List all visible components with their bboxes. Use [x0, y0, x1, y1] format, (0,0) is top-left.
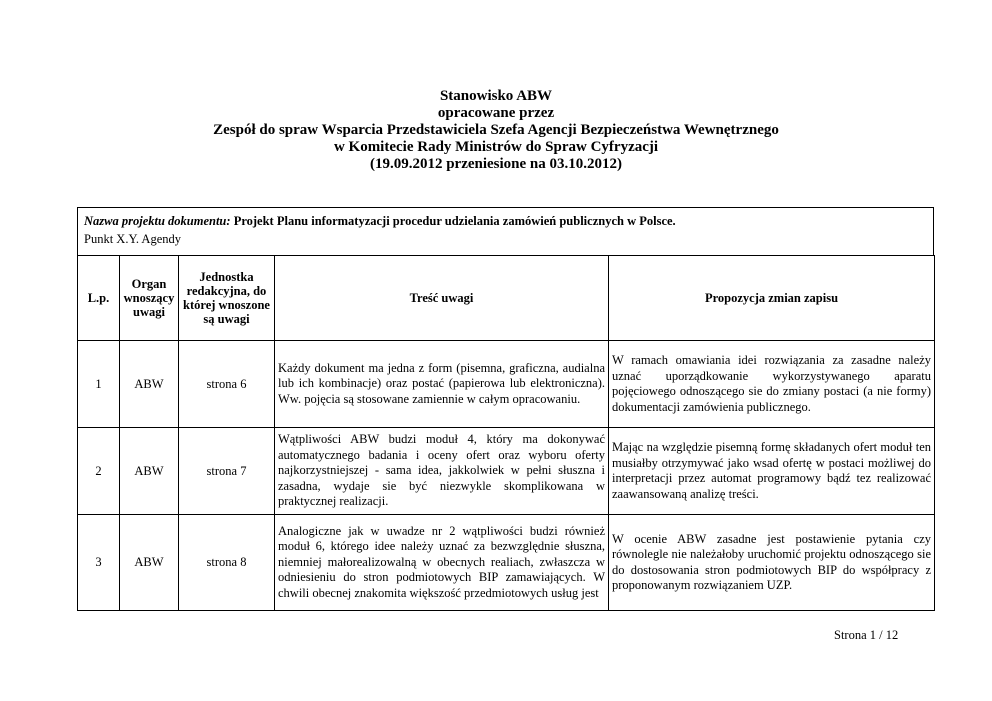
- header-content: Treść uwagi: [275, 256, 609, 341]
- title-line-1: Stanowisko ABW: [439, 88, 553, 104]
- table-header-row: [78, 256, 935, 341]
- row-organ: ABW: [120, 515, 179, 611]
- row-organ: ABW: [120, 341, 179, 428]
- row-content: Każdy dokument ma jedna z form (pisemna, graficzna, audialna lub ich kombinacje) oraz postać (papierowa lub elektroniczna). Ww. pojęcia są stosowane zamiennie w całym opracowaniu.: [275, 341, 609, 428]
- header-unit: Jednostka redakcyjna, do której wnoszone są uwagi: [179, 256, 275, 341]
- row-content-cell: [275, 515, 609, 611]
- title-line-5: (19.09.2012 przeniesione na 03.10.2012): [369, 156, 623, 172]
- title-line-4: w Komitecie Rady Ministrów do Spraw Cyfryzacji: [333, 139, 659, 155]
- row-lp: 3: [78, 515, 120, 611]
- row-organ: ABW: [120, 428, 179, 515]
- row-proposal: W ocenie ABW zasadne jest postawienie pytania czy równolegle nie należałoby uruchomić projektu odnoszącego sie do dostosowania stron podmiotowych BIP do współpracy z proponowanym rozwiązaniem UZP.: [609, 515, 935, 611]
- page-number: Strona 1 / 12: [834, 628, 899, 642]
- header-proposal: Propozycja zmian zapisu: [609, 256, 935, 341]
- header-lp: L.p.: [78, 256, 120, 341]
- row-lp: 1: [78, 341, 120, 428]
- document-name-label: Nazwa projektu dokumentu:: [84, 214, 231, 228]
- header-organ: Organ wnoszący uwagi: [120, 256, 179, 341]
- row-unit: strona 8: [179, 515, 275, 611]
- table-row: [78, 428, 935, 515]
- title-line-2: opracowane przez: [437, 105, 555, 121]
- row-lp: 2: [78, 428, 120, 515]
- row-unit: strona 7: [179, 428, 275, 515]
- document-info-box: [77, 207, 934, 256]
- table-row: [78, 515, 935, 611]
- title-line-3: Zespół do spraw Wsparcia Przedstawiciela Szefa Agencji Bezpieczeństwa Wewnętrznego: [213, 122, 779, 138]
- document-title: [0, 88, 992, 173]
- row-content: Wątpliwości ABW budzi moduł 4, który ma dokonywać automatycznego badania i oceny ofert oraz wyboru oferty najkorzystniejszej - sama idea, jakkolwiek w pełni słuszna i zasadna, wydaje sie być niezwykle skomplikowana w praktycznej realizacji.: [275, 428, 609, 515]
- table-row: [78, 341, 935, 428]
- row-proposal: Mając na względzie pisemną formę składanych ofert moduł ten musiałby otrzymywać jako wsad ofertę w postaci możliwej do interpretacji przez automat programowy bądź tez realizować zaawansowaną analizę treści.: [609, 428, 935, 515]
- document-name-value: Projekt Planu informatyzacji procedur udzielania zamówień publicznych w Polsce.: [233, 214, 676, 228]
- document-name-line: [84, 212, 927, 230]
- row-content: Analogiczne jak w uwadze nr 2 wątpliwości budzi również moduł 6, którego idee należy uznać za bezwzględnie słuszna, niemniej małorealizowalną w obecnych realiach, zwłaszcza w odniesieniu do stron podmiotowych BIP zamawiających. W chwili obecnej znakomita większość przedmiotowych usług jest: [278, 523, 605, 600]
- agenda-item: Punkt X.Y. Agendy: [84, 232, 182, 246]
- row-proposal: W ramach omawiania idei rozwiązania za zasadne należy uznać uporządkowanie wykorzystywanego aparatu pojęciowego odnoszącego sie do zmiany postaci (a nie formy) dokumentacji zamówienia publicznego.: [609, 341, 935, 428]
- row-unit: strona 6: [179, 341, 275, 428]
- remarks-table: [77, 255, 935, 611]
